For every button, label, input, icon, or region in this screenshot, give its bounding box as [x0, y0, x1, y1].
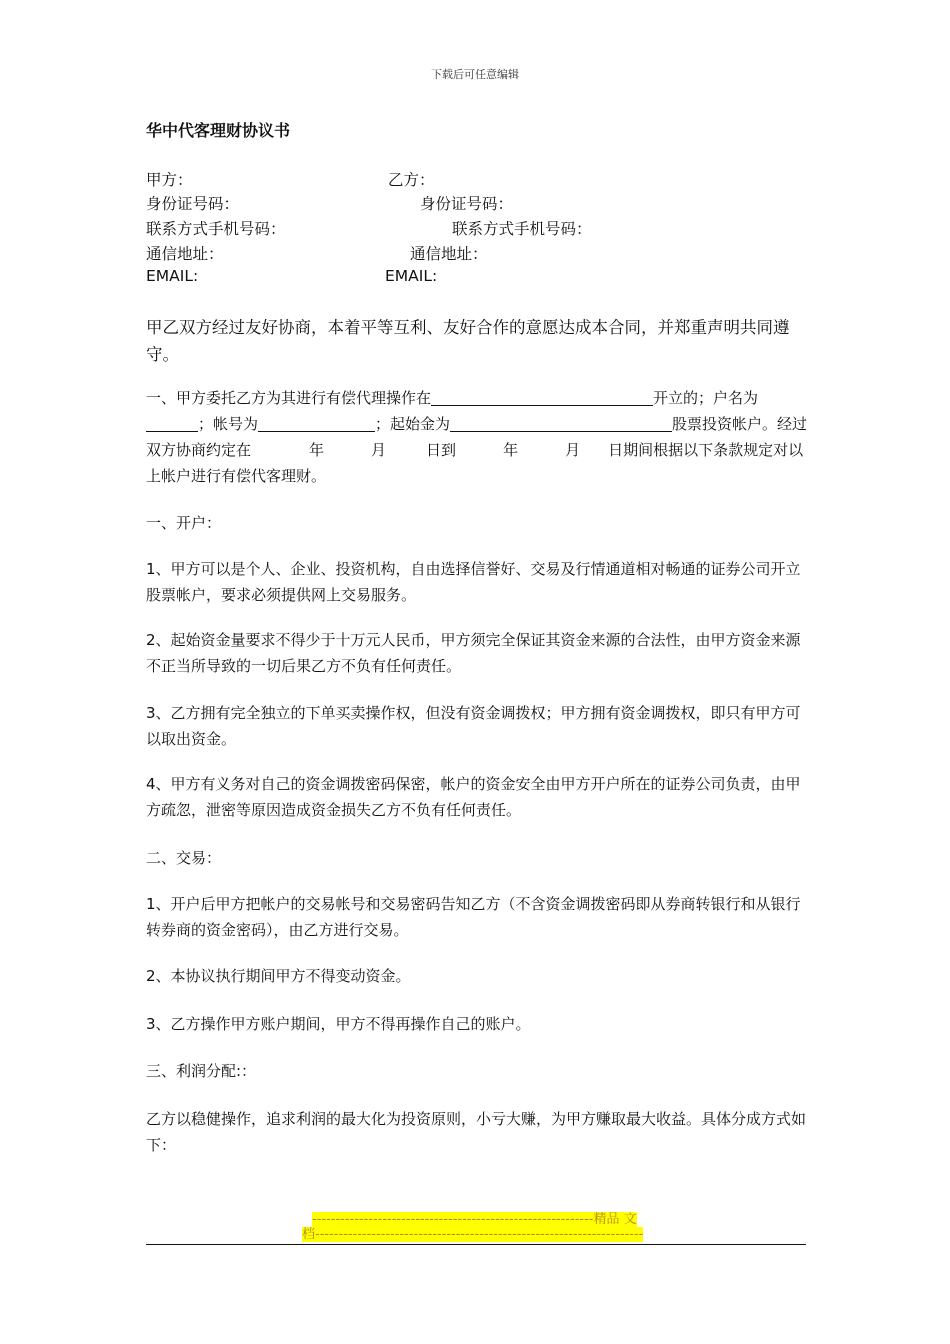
clause-one-text: 股票投资帐户。经过双方协商约定在: [146, 415, 808, 459]
clause-one-text: ；起始金为: [375, 415, 451, 433]
party-b-phone: 联系方式手机号码：: [452, 220, 592, 238]
trade-item-2: 2、本协议执行期间甲方不得变动资金。: [146, 967, 411, 985]
footer-divider: [146, 1244, 806, 1245]
clause-one: [146, 385, 810, 489]
party-b-email: EMAIL:: [385, 267, 438, 285]
clause-one-text: 一、甲方委托乙方为其进行有偿代理操作在: [146, 389, 432, 407]
section-heading-profit: 三、利润分配:：: [146, 1062, 257, 1080]
party-a-phone: 联系方式手机号码：: [146, 220, 286, 238]
clause-one-text: ；帐号为: [198, 415, 259, 433]
starting-amount-blank[interactable]: [450, 415, 672, 432]
trade-item-1: 1、开户后甲方把帐户的交易帐号和交易密码告知乙方（不含资金调拨密码即从券商转银行和从银行转券商的资金密码），由乙方进行交易。: [146, 895, 801, 939]
open-item-4: 4、甲方有义务对自己的资金调拨密码保密，帐户的资金安全由甲方开户所在的证券公司负责，由甲方疏忽，泄密等原因造成资金损失乙方不负有任何责任。: [146, 775, 801, 819]
open-item-2: 2、起始资金量要求不得少于十万元人民币，甲方须完全保证其资金来源的合法性，由甲方资金来源不正当所导致的一切后果乙方不负有任何责任。: [146, 631, 801, 675]
clause-one-text: 开立的；户名为: [653, 389, 759, 407]
intro-paragraph: 甲乙双方经过友好协商，本着平等互利、友好合作的意愿达成本合同，并郑重声明共同遵守。: [146, 318, 790, 364]
trade-item-3: 3、乙方操作甲方账户期间，甲方不得再操作自己的账户。: [146, 1015, 531, 1033]
party-b-id: 身份证号码：: [420, 195, 514, 213]
party-a-label: 甲方：: [146, 171, 193, 189]
broker-blank[interactable]: [431, 389, 653, 406]
profit-paragraph: 乙方以稳健操作，追求利润的最大化为投资原则，小亏大赚，为甲方赚取最大收益。具体分成方式如下：: [146, 1110, 807, 1154]
section-heading-trade: 二、交易：: [146, 849, 222, 867]
party-a-address: 通信地址：: [146, 245, 224, 263]
party-b-address: 通信地址：: [410, 245, 488, 263]
account-number-blank[interactable]: [258, 415, 375, 432]
section-heading-open: 一、开户：: [146, 514, 222, 532]
date-year: 年: [503, 441, 519, 459]
document-title: 华中代客理财协议书: [146, 121, 291, 140]
date-day-to: 日到: [426, 441, 457, 459]
open-item-3: 3、乙方拥有完全独立的下单买卖操作权，但没有资金调拨权；甲方拥有资金调拨权，即只有甲方可以取出资金。: [146, 704, 801, 748]
date-month: 月: [565, 441, 581, 459]
party-a-id: 身份证号码：: [146, 195, 240, 213]
open-item-1: 1、甲方可以是个人、企业、投资机构，自由选择信誉好、交易及行情通道相对畅通的证券公司开立股票帐户，要求必须提供网上交易服务。: [146, 560, 801, 604]
account-name-blank[interactable]: [146, 415, 198, 432]
footer-mark-line2: 档----------------------------------------------------------------------: [302, 1227, 644, 1242]
party-b-label: 乙方：: [388, 171, 435, 189]
party-a-email: EMAIL:: [146, 267, 199, 285]
header-note: 下载后可任意编辑: [431, 68, 519, 81]
date-year: 年: [309, 441, 325, 459]
footer-mark-line1: ------------------------------------------------------------精品 文: [312, 1212, 637, 1227]
date-month: 月: [371, 441, 387, 459]
clause-one-text: 日期间根据以下条款规定对以上帐户进行有偿代客理财。: [146, 441, 804, 485]
